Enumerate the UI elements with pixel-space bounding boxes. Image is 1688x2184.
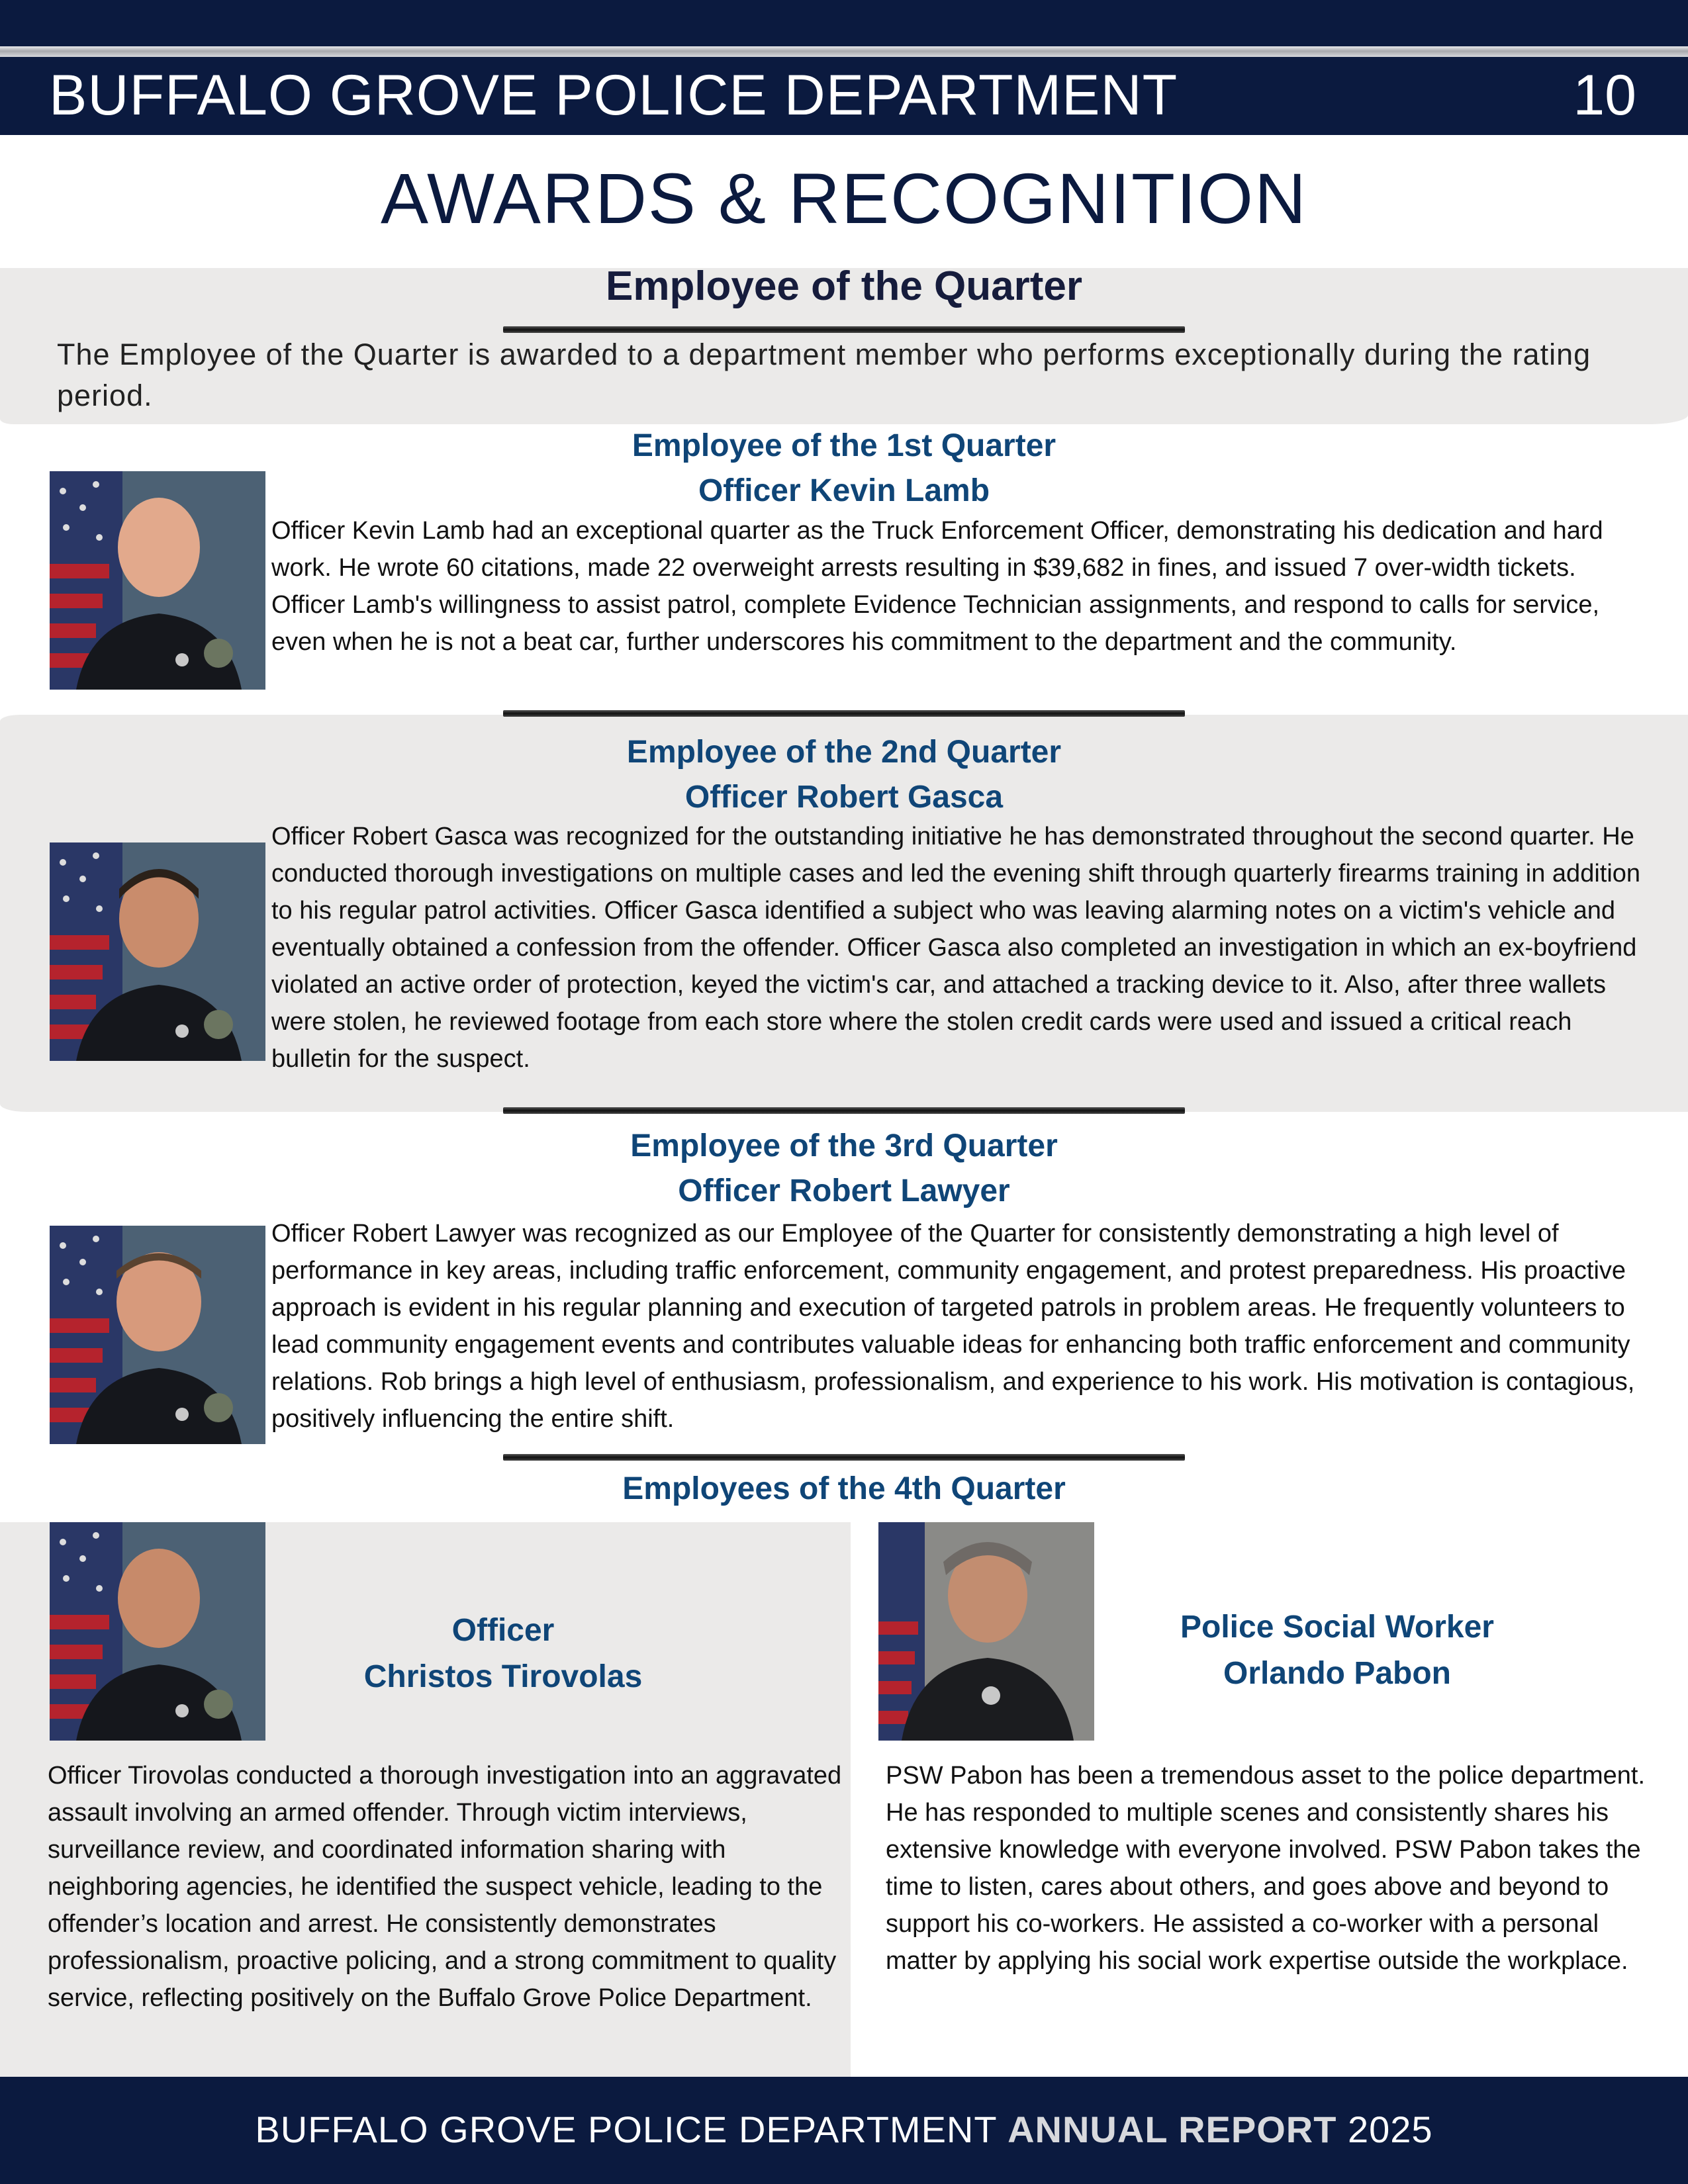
- q2-bio: Officer Robert Gasca was recognized for the outstanding initiative he has demonstrated throughout the second quarter. He conducted thorough investigations on multiple cases and led the evening shift through quarterly firearms training in addition to his regular patrol activities. Officer Gasca identified a subject who was leaving alarming notes on a victim's vehicle and eventually obtained a confession from the offender. Officer Gasca also completed an investigation in which an ex-boyfriend violated an active order of protection, keyed the victim's car, and attached a tracking device to it. Also, after three wallets were stolen, he reviewed footage from each store where the stolen credit cards were used and issued a critical reach bulletin for the suspect.: [271, 823, 1641, 1073]
- q1-name: Officer Kevin Lamb: [698, 473, 990, 508]
- divider: [503, 710, 1185, 717]
- q4-left-bio: Officer Tirovolas conducted a thorough investigation into an aggravated assault involving an armed offender. Through victim interviews, surveillance review, and coordinated information sharing with neighboring agencies, he identified the suspect vehicle, leading to the offender’s location and arrest. He consistently demonstrates professionalism, proactive policing, and a strong commitment to quality service, reflecting positively on the Buffalo Grove Police Department.: [48, 1762, 842, 2012]
- q3-officer-photo: [50, 1226, 265, 1444]
- q4-title: Employees of the 4th Quarter: [622, 1471, 1066, 1506]
- q2-title: Employee of the 2nd Quarter: [626, 735, 1062, 770]
- silver-stripe: [0, 46, 1688, 57]
- q4-social-worker-photo: [878, 1522, 1094, 1741]
- footer-text-bold: ANNUAL REPORT: [1008, 2109, 1337, 2150]
- q1-officer-photo: [50, 471, 265, 690]
- q4-officer-photo: [50, 1522, 265, 1741]
- q1-title: Employee of the 1st Quarter: [632, 428, 1056, 463]
- q1-bio: Officer Kevin Lamb had an exceptional quarter as the Truck Enforcement Officer, demonstrating his dedication and hard work. He wrote 60 citations, made 22 overweight arrests resulting in $39,682 in fines, and issued 7 over-width tickets. Officer Lamb's willingness to assist patrol, complete Evidence Technician assignments, and respond to calls for service, even when he is not a beat car, further underscores his commitment to the department and the community.: [271, 517, 1603, 656]
- top-bar: [0, 0, 1688, 46]
- footer-text-right: 2025: [1336, 2109, 1433, 2150]
- q3-title: Employee of the 3rd Quarter: [630, 1128, 1058, 1163]
- q2-officer-photo: [50, 842, 265, 1061]
- q2-name: Officer Robert Gasca: [684, 780, 1004, 815]
- q4-right-bio: PSW Pabon has been a tremendous asset to the police department. He has responded to multiple scenes and consistently shares his extensive knowledge with everyone involved. PSW Pabon takes the time to listen, cares about others, and goes above and beyond to support his co-workers. He assisted a co-worker with a personal matter by applying his social work expertise outside the workplace.: [886, 1762, 1646, 1975]
- q4-right-name-line1: Police Social Worker: [1180, 1610, 1494, 1645]
- header-title: BUFFALO GROVE POLICE DEPARTMENT: [49, 64, 1178, 127]
- page-heading: AWARDS & RECOGNITION: [380, 158, 1308, 238]
- footer-text-left: BUFFALO GROVE POLICE DEPARTMENT: [255, 2109, 1008, 2150]
- q4-left-name-line2: Christos Tirovolas: [363, 1659, 643, 1694]
- q4-left-name-line1: Officer: [451, 1613, 555, 1648]
- footer-text: [0, 2105, 1688, 2155]
- divider: [503, 1454, 1185, 1461]
- eoq-title: Employee of the Quarter: [605, 263, 1083, 309]
- divider: [503, 326, 1185, 333]
- q3-name: Officer Robert Lawyer: [678, 1173, 1010, 1208]
- divider: [503, 1107, 1185, 1114]
- q4-right-name-line2: Orlando Pabon: [1223, 1656, 1451, 1691]
- page-number: 10: [1573, 64, 1636, 127]
- q3-bio: Officer Robert Lawyer was recognized as our Employee of the Quarter for consistently demonstrating a high level of performance in key areas, including traffic enforcement, community engagement, and protest preparedness. His proactive approach is evident in his regular planning and execution of targeted patrols in problem areas. He frequently volunteers to lead community engagement events and contributes valuable ideas for enhancing both traffic enforcement and community relations. Rob brings a high level of enthusiasm, professionalism, and experience to his work. His motivation is contagious, positively influencing the entire shift.: [271, 1220, 1635, 1433]
- eoq-description: The Employee of the Quarter is awarded to a department member who performs exceptionally during the rating period.: [57, 338, 1591, 412]
